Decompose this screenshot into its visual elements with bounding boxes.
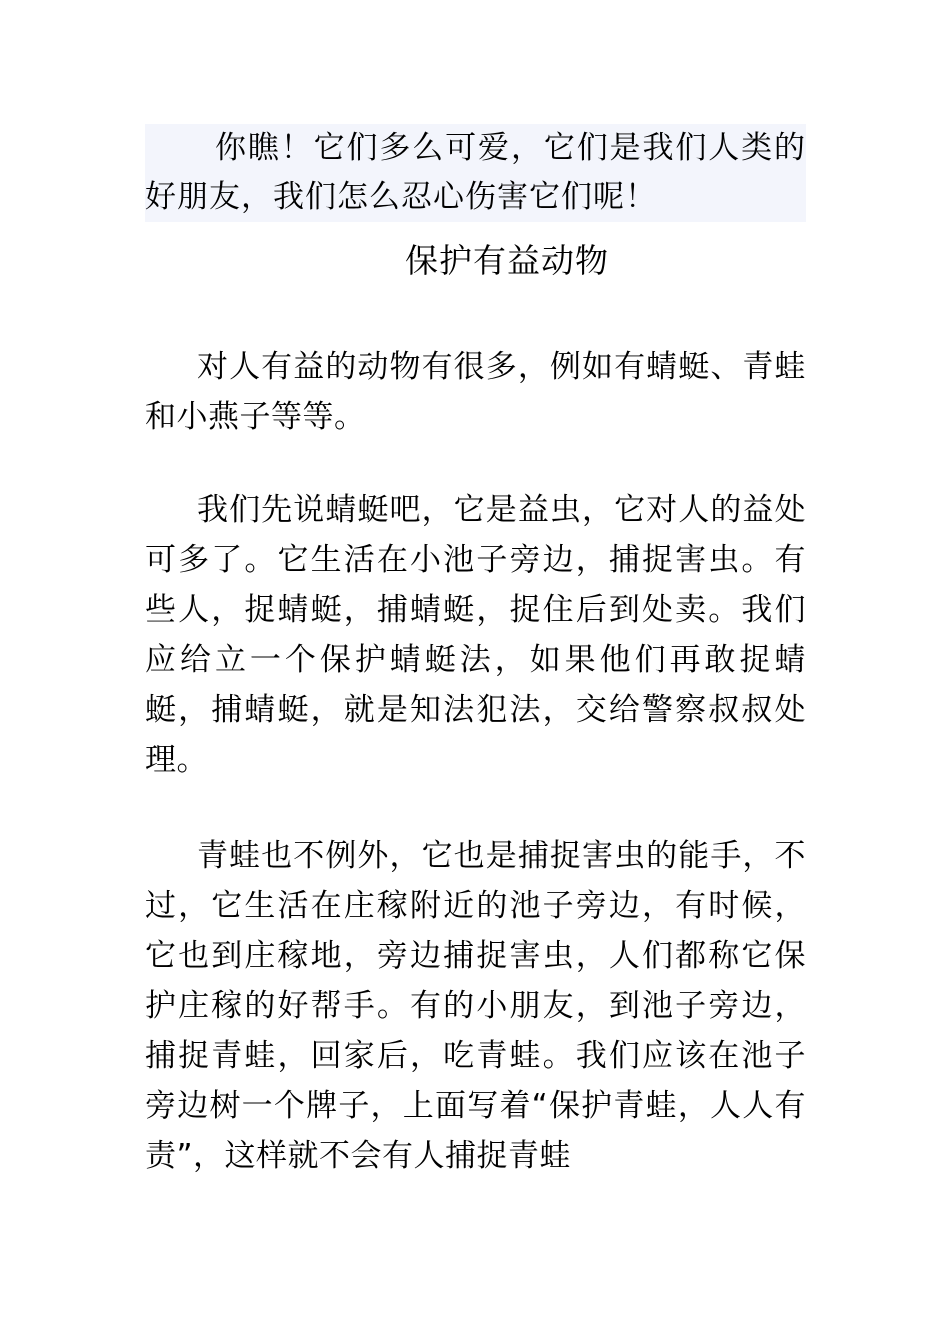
paragraph-beneficial-animals: 对人有益的动物有很多，例如有蜻蜓、青蛙和小燕子等等。	[145, 349, 806, 435]
paragraph-dragonfly: 我们先说蜻蜓吧，它是益虫，它对人的益处可多了。它生活在小池子旁边，捕捉害虫。有些人，捉蜻蜓，捕蜻蜓，捉住后到处卖。我们应给立一个保护蜻蜓法，如果他们再敢捉蜻蜓，捕蜻蜓，就是知法犯法，交给警察叔叔处理。	[145, 492, 806, 778]
page-content	[145, 124, 806, 1181]
essay-title: 保护有益动物	[405, 241, 609, 280]
highlighted-intro-paragraph: 你瞧！它们多么可爱，它们是我们人类的好朋友，我们怎么忍心伤害它们呢！	[145, 124, 806, 222]
paragraph-frog: 青蛙也不例外，它也是捕捉害虫的能手，不过，它生活在庄稼附近的池子旁边，有时候，它也到庄稼地，旁边捕捉害虫，人们都称它保护庄稼的好帮手。有的小朋友，到池子旁边，捕捉青蛙，回家后，吃青蛙。我们应该在池子旁边树一个牌子，上面写着“保护青蛙，人人有责”，这样就不会有人捕捉青蛙	[145, 838, 806, 1174]
